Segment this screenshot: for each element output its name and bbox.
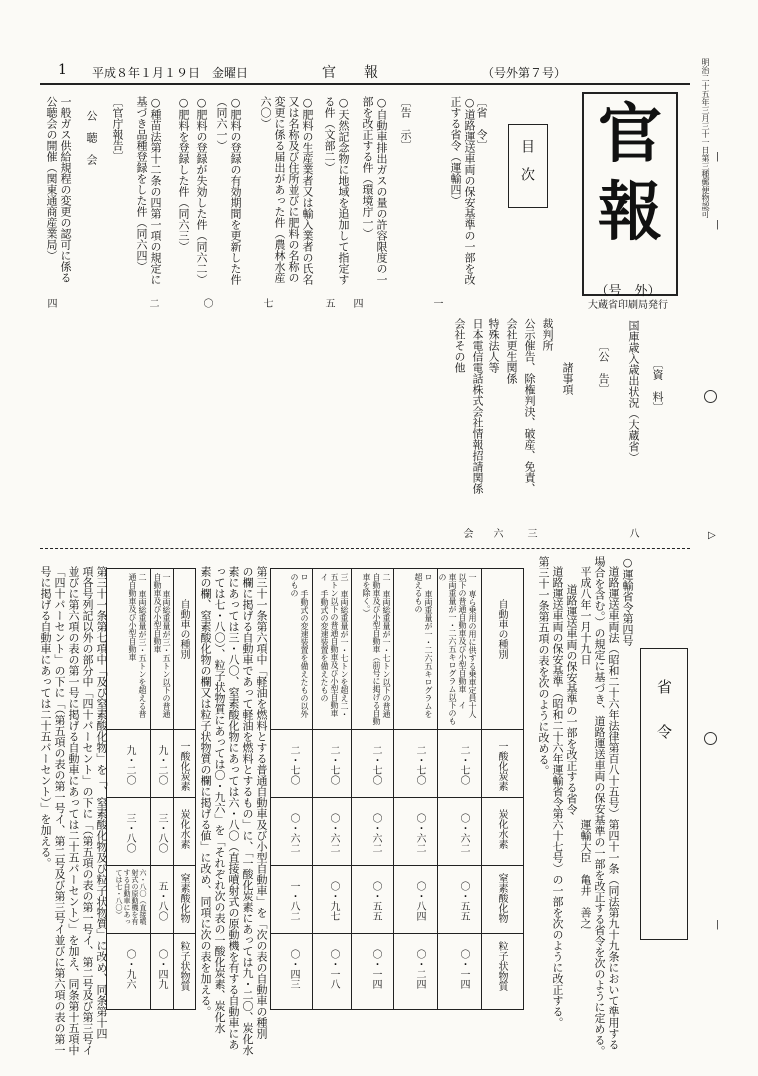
issue-number: （号外第７号） (482, 66, 567, 80)
ordinance-line: 道路運送車両の保安基準の一部を改正する省令 (565, 584, 578, 815)
toc-entry[interactable]: 日本電信電話株式会社情報招請関係 (471, 318, 484, 494)
table-row-label: ロ 車両重量が一・二六五キログラムを超えるもの (414, 573, 433, 718)
table-cell: 九・二〇 (156, 745, 167, 785)
table-cell: 〇・九七 (328, 881, 339, 921)
toc-entry[interactable]: 裁判所 (541, 318, 554, 351)
tick-mark-3: | (716, 920, 720, 930)
masthead-publisher: 大蔵省印刷局発行 (588, 300, 668, 311)
table-header-co: 一酸化炭素 (496, 741, 507, 791)
ordinance-footer-line: 第三十一条第七項中「及び窒素酸化物」を「、窒素酸化物及び粒子状物質」に改め、同条第十四 (95, 566, 108, 1039)
table-cell: 〇・八四 (414, 881, 425, 921)
toc-entry[interactable]: 〔官庁報告〕 (111, 96, 124, 162)
toc-page: 一 (431, 298, 442, 308)
table-row-label: 一 専ら乗用の用に供する乗車定員十人以下の普通自動車及び小型自動車 イ 車両重量が一・二六五キログラム以下のもの (438, 573, 477, 725)
toc-entry[interactable]: 〔省 令〕 (475, 96, 488, 151)
toc-page: 五 (323, 298, 334, 308)
table-cell: 二・七〇 (288, 745, 299, 785)
table-cell: 一・八二 (288, 881, 299, 921)
triangle-mark-icon: ▷ (708, 530, 716, 541)
toc-entry[interactable]: 〔資 料〕 (651, 358, 664, 413)
table-cell: 〇・二四 (414, 949, 425, 989)
tick-mark-1: | (716, 152, 720, 162)
table-header-vehicle: 自動車の種別 (496, 599, 507, 659)
table-cell: 〇・五五 (370, 881, 381, 921)
table-row-label: 二 車両総重量が一・七トン以下の普通自動車及び小型自動車（前号に掲げる自動車を除く。） (362, 573, 391, 725)
tick-mark-2: | (716, 220, 720, 230)
toc-entry[interactable]: 公示催告、除権判決、破産、免責、 (523, 318, 536, 494)
ordinance-line: 第三十一条第五項の表を次のように改める。 (537, 556, 550, 776)
page-header (0, 60, 758, 82)
table-cell: 〇・六二 (288, 813, 299, 853)
table-cell: 〇・六二 (370, 813, 381, 853)
table-rule (313, 729, 523, 730)
ordinance-line: ○運輸省令第四号 (621, 556, 634, 646)
ordinance-line: 道路運送車両法（昭和二十六年法律第百八十五号）第四十一条（同法第九十九条において準用する (607, 566, 620, 1050)
toc-page: 会 (461, 528, 472, 538)
toc-page: 六 (491, 528, 502, 538)
toc-entry[interactable]: 公 聴 会 (85, 110, 98, 165)
ordinance-label: 省 令 (655, 679, 673, 739)
postal-permit-note: 明治二十五年三月三十一日第三種郵便物認可 (701, 58, 710, 218)
table-cell: 二・七〇 (458, 745, 469, 785)
table-rule (107, 865, 151, 866)
ordinance-footer-line: 並びに第六項の表の第一号に掲げる自動車にあっては二十五パーセント）」を加え、同条第十五項中 (67, 566, 80, 1056)
table-rule (107, 797, 151, 798)
table-rule (437, 569, 438, 1009)
table-rule (107, 933, 151, 934)
table-cell: 〇・九六 (124, 949, 135, 989)
table-cell: 〇・六二 (458, 813, 469, 853)
toc-page: 〇 (201, 298, 212, 308)
table-row-label: 三 車両総重量が一・七トンを超え二・五トン以下の普通自動車及び小型自動車 イ 手動式の変速装置を備えたもの (320, 573, 349, 725)
ordinance-line: 場合を含む。）の規定に基づき、道路運送車両の保安基準の一部を改正する省令を次のように定める。 (593, 556, 606, 1057)
table-rule (313, 865, 523, 866)
table-rule (313, 933, 523, 934)
table-cell: 六・八〇（直接噴射式の原動機を有する自動車にあっては七・八〇） (115, 869, 147, 925)
toc-entry[interactable]: ○天然記念物に地域を追加して指定する件（文部二） (323, 96, 350, 285)
table-rule (271, 933, 313, 934)
toc-heading-box (508, 124, 548, 208)
table-rule (271, 729, 313, 730)
issue-date: 平成８年１月１９日 金曜日 (92, 66, 249, 80)
table-rule (481, 569, 482, 1009)
toc-entry[interactable]: 会社その他 (453, 318, 466, 373)
table-cell: 九・二〇 (124, 745, 135, 785)
table-cell: 〇・一四 (370, 949, 381, 989)
table-cell: 二・七〇 (414, 745, 425, 785)
diesel-table (150, 568, 196, 1010)
toc-entry[interactable]: 一般ガス供給規程の変更の認可に係る公聴会の開催（関東通商産業局） (45, 96, 72, 283)
header-rule (40, 83, 690, 85)
toc-entry[interactable]: ○肥料の登録の有効期間を更新した件（同六一） (215, 96, 242, 285)
toc-entry[interactable]: 諸事項 (561, 362, 574, 395)
toc-entry[interactable]: ○自動車排出ガスの量の許容限度の一部を改正する件（環境庁一） (361, 96, 388, 285)
toc-entry[interactable]: ○種苗法第十二条の四第一項の規定に基づき品種登録をした件（同六四） (135, 96, 162, 285)
toc-entry[interactable]: 〔告 示〕 (399, 96, 412, 151)
ordinance-mid-line: 第三十一条第六項中「軽油を燃料とする普通自動車及び小型自動車」を「次の表の自動車の種別 (255, 566, 268, 1039)
table-cell: 〇・六二 (328, 813, 339, 853)
ordinance-label-box (640, 648, 688, 940)
toc-heading: 目 次 (519, 139, 535, 181)
toc-page: 二 (147, 298, 158, 308)
emission-table-extra (270, 568, 313, 1010)
table-header-pm: 粒子状物質 (496, 941, 507, 991)
table-header-pm: 粒子状物質 (178, 941, 189, 991)
toc-entry[interactable]: ○肥料の登録が失効した件（同六二） (195, 96, 208, 285)
table-cell: 三・八〇 (156, 813, 167, 853)
masthead-char-kan: 官 (598, 97, 662, 172)
paper-name: 官 報 (322, 65, 378, 81)
table-cell: 二・七〇 (328, 745, 339, 785)
toc-entry[interactable]: 特殊法人等 (487, 318, 500, 373)
toc-page: 七 (261, 298, 272, 308)
ordinance-mid-line: 素の欄、窒素酸化物の欄又は粒子状物質の欄に掲げる値」に改め、同項に次の表を加える。 (199, 566, 212, 1017)
table-header-hc: 炭化水素 (178, 809, 189, 849)
toc-page: 八 (627, 528, 638, 538)
ordinance-mid-line: 素にあっては三・八〇、窒素酸化物にあっては六・八〇（直接噴射式の原動機を有する自動車にあ (227, 566, 240, 1050)
table-header-hc: 炭化水素 (496, 809, 507, 849)
toc-entry[interactable]: ○道路運送車両の保安基準の一部を改正する省令（運輸四） (449, 96, 476, 285)
masthead-subtitle: （号 外） (595, 284, 661, 299)
table-rule (271, 797, 313, 798)
table-header-nox: 窒素酸化物 (496, 873, 507, 923)
toc-entry[interactable]: 〔公 告〕 (597, 340, 610, 395)
toc-entry[interactable]: 国庫歳入歳出状況（大蔵省） (627, 320, 640, 463)
table-cell: 五・八〇 (156, 881, 167, 921)
table-cell: 〇・五五 (458, 881, 469, 921)
emission-table (312, 568, 524, 1010)
table-cell: 〇・四九 (156, 949, 167, 989)
table-cell: 〇・四三 (288, 949, 299, 989)
table-row-label: ロ 手動式の変速装置を備えたもの以外のもの (290, 573, 309, 718)
toc-entry[interactable]: ○肥料を登録した件（同六三） (177, 96, 190, 252)
table-cell: 三・八〇 (124, 813, 135, 853)
ordinance-footer-line: 「四十パーセント」の下に「（第五項の表の第一号イ、第二号及び第三号イ並びに第六項の表の第一 (53, 566, 66, 1056)
toc-page: 四 (45, 298, 56, 308)
table-row-label: 二 車両総重量が三・五トンを超える普通自動車及び小型自動車 (128, 573, 147, 718)
toc-entry[interactable]: 会社更生関係 (505, 318, 518, 384)
ordinance-mid-line: の欄に掲げる自動車であって軽油を燃料とするもの」に、「一酸化炭素にあっては九・二〇、炭化水 (241, 566, 254, 1056)
section-divider (40, 548, 690, 550)
ordinance-footer-line: 号に掲げる自動車にあっては二十五パーセント）」を加える。 (39, 566, 52, 869)
table-cell: 〇・六二 (414, 813, 425, 853)
table-rule (351, 569, 352, 1009)
masthead-box (582, 92, 678, 296)
binder-hole-top (704, 390, 717, 403)
toc-entry[interactable]: ○肥料の生産業者又は輸入業者の氏名又は名称及び住所並びに肥料の名称の変更に係る届出があった件（農林水産六〇） (259, 96, 314, 285)
table-header-co: 一酸化炭素 (178, 741, 189, 791)
table-rule (313, 797, 523, 798)
table-header-vehicle: 自動車の種別 (178, 599, 189, 659)
masthead-char-po: 報 (598, 175, 662, 250)
diesel-table-row2 (106, 568, 151, 1010)
table-row-label: 一 車両総重量が三・五トン以下の普通自動車及び小型自動車 (153, 573, 171, 718)
ordinance-mid-line: っては七・八〇）、粒子状物質にあっては〇・九六」を「それぞれ次の表の一酸化炭素、炭化水 (213, 566, 226, 1034)
table-rule (173, 569, 174, 1009)
ordinance-line: 平成八年一月十九日 運輸大臣 亀井 善之 (579, 566, 592, 929)
ordinance-line: 道路運送車両の保安基準（昭和二十六年運輸省令第六十七号）の一部を次のように改正する。 (551, 566, 564, 1028)
table-cell: 〇・一四 (458, 949, 469, 989)
binder-hole-bottom (704, 732, 717, 745)
ordinance-footer-line: 項各号列記以外の部分中「四十パーセント」の下に「（第五項の表の第一号イ、第二号及び第三号イ (81, 566, 94, 1056)
toc-page: 四 (351, 298, 362, 308)
table-rule (271, 865, 313, 866)
table-cell: 〇・一八 (328, 949, 339, 989)
table-cell: 二・七〇 (370, 745, 381, 785)
page-number: 1 (58, 62, 67, 78)
table-rule (107, 729, 151, 730)
toc-page: 三 (525, 528, 536, 538)
table-header-nox: 窒素酸化物 (178, 873, 189, 923)
table-rule (393, 569, 394, 1009)
